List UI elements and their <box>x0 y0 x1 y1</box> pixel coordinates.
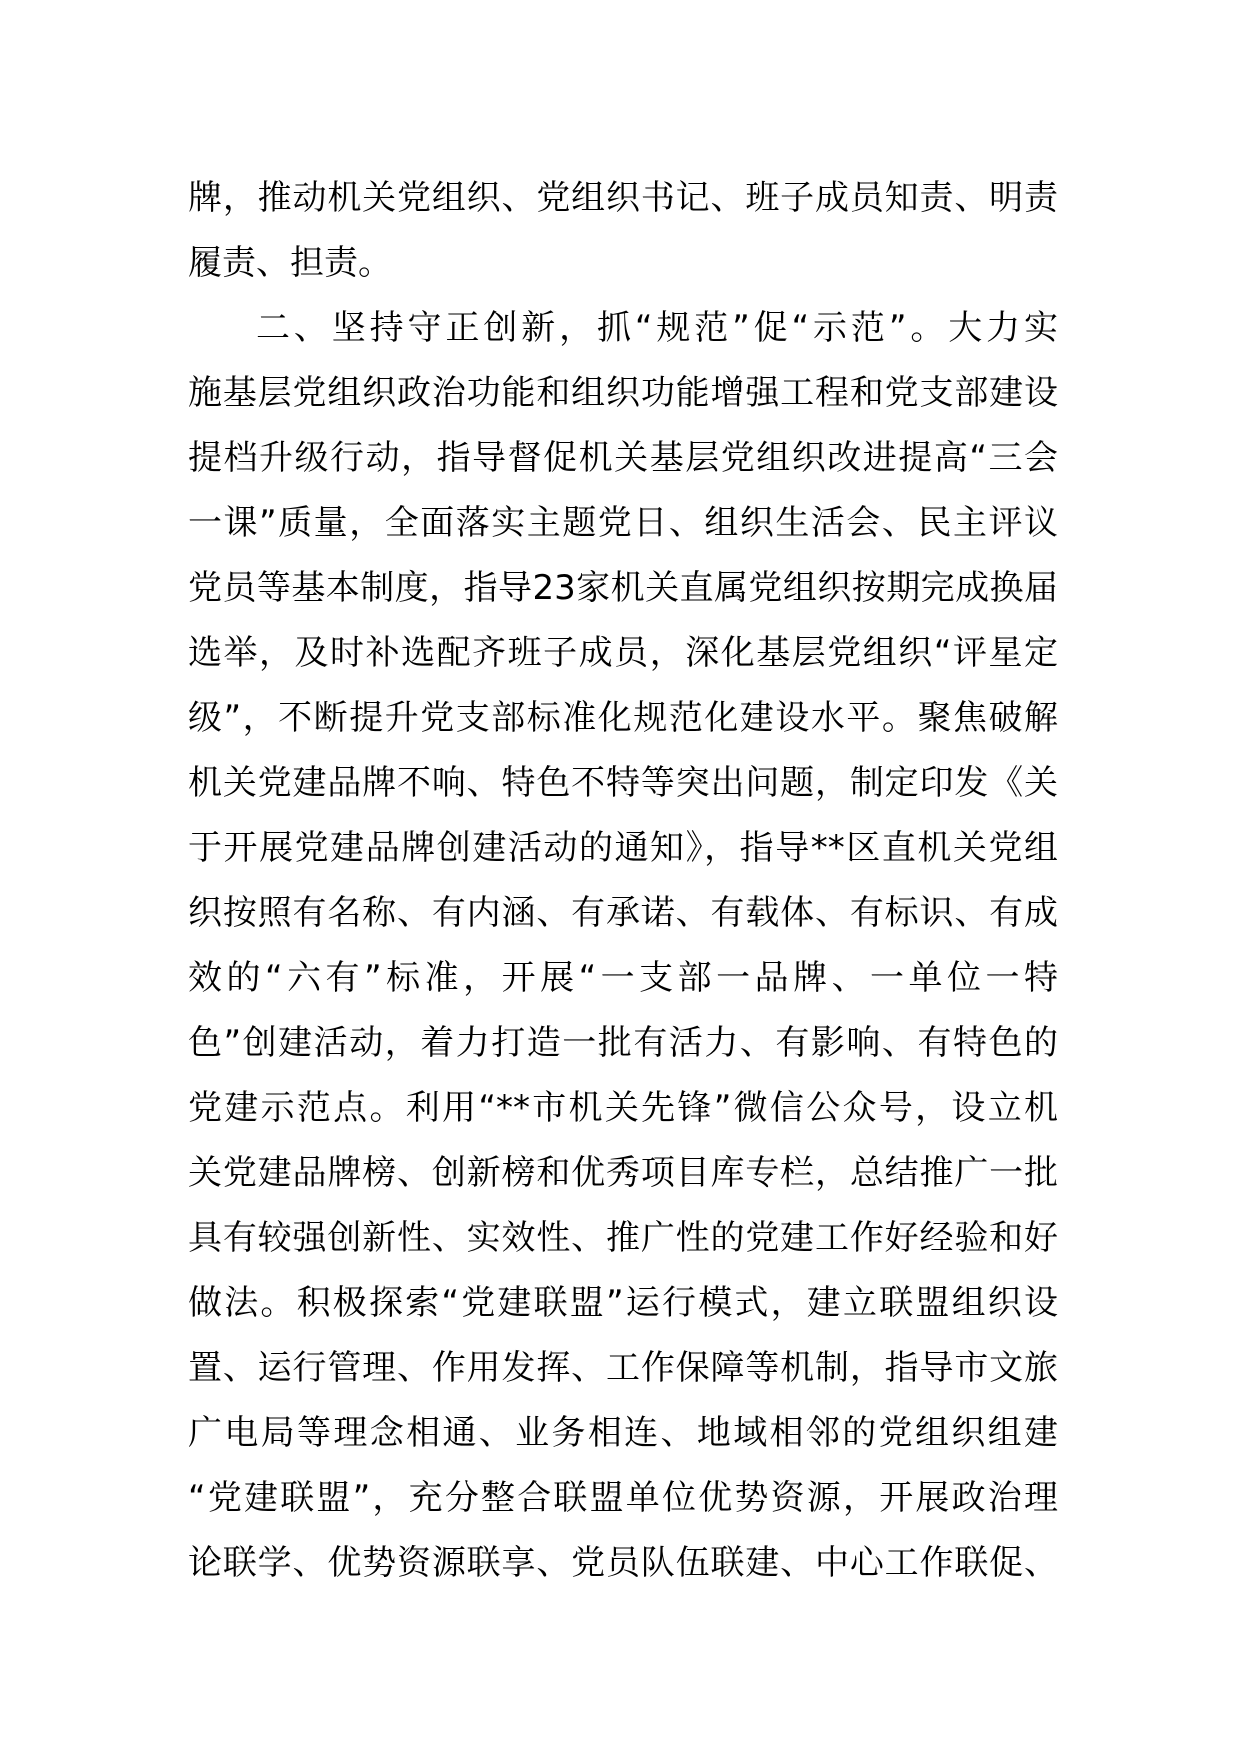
text-line: 履责、担责。 <box>188 243 392 283</box>
body-text <box>188 166 1058 1596</box>
text-line: 于开展党建品牌创建活动的通知》，指导**区直机关党组 <box>188 828 1058 868</box>
text-line: 施基层党组织政治功能和组织功能增强工程和党支部建设 <box>188 373 1058 413</box>
text-line: 具有较强创新性、实效性、推广性的党建工作好经验和好 <box>188 1218 1058 1258</box>
text-line: 关党建品牌榜、创新榜和优秀项目库专栏，总结推广一批 <box>188 1153 1058 1193</box>
text-line: 置、运行管理、作用发挥、工作保障等机制，指导市文旅 <box>188 1348 1058 1388</box>
text-line: 牌，推动机关党组织、党组织书记、班子成员知责、明责 <box>188 178 1058 218</box>
text-line: 一课”质量，全面落实主题党日、组织生活会、民主评议 <box>188 503 1058 543</box>
text-line: 色”创建活动，着力打造一批有活力、有影响、有特色的 <box>188 1023 1058 1063</box>
text-line: 机关党建品牌不响、特色不特等突出问题，制定印发《关 <box>188 763 1058 803</box>
text-line: 党员等基本制度，指导23家机关直属党组织按期完成换届 <box>188 568 1058 608</box>
text-line: “党建联盟”，充分整合联盟单位优势资源，开展政治理 <box>188 1478 1058 1518</box>
text-line: 选举，及时补选配齐班子成员，深化基层党组织“评星定 <box>188 633 1058 673</box>
text-line: 级”，不断提升党支部标准化规范化建设水平。聚焦破解 <box>188 698 1058 738</box>
text-line: 论联学、优势资源联享、党员队伍联建、中心工作联促、 <box>188 1543 1058 1583</box>
text-line: 效的“六有”标准，开展“一支部一品牌、一单位一特 <box>188 958 1058 998</box>
text-line: 提档升级行动，指导督促机关基层党组织改进提高“三会 <box>188 438 1058 478</box>
text-line: 党建示范点。利用“**市机关先锋”微信公众号，设立机 <box>188 1088 1058 1128</box>
section-heading-line: 二、坚持守正创新，抓“规范”促“示范”。大力实 <box>256 308 1058 348</box>
text-line: 广电局等理念相通、业务相连、地域相邻的党组织组建 <box>188 1413 1058 1453</box>
text-line: 做法。积极探索“党建联盟”运行模式，建立联盟组织设 <box>188 1283 1058 1323</box>
text-line: 织按照有名称、有内涵、有承诺、有载体、有标识、有成 <box>188 893 1058 933</box>
